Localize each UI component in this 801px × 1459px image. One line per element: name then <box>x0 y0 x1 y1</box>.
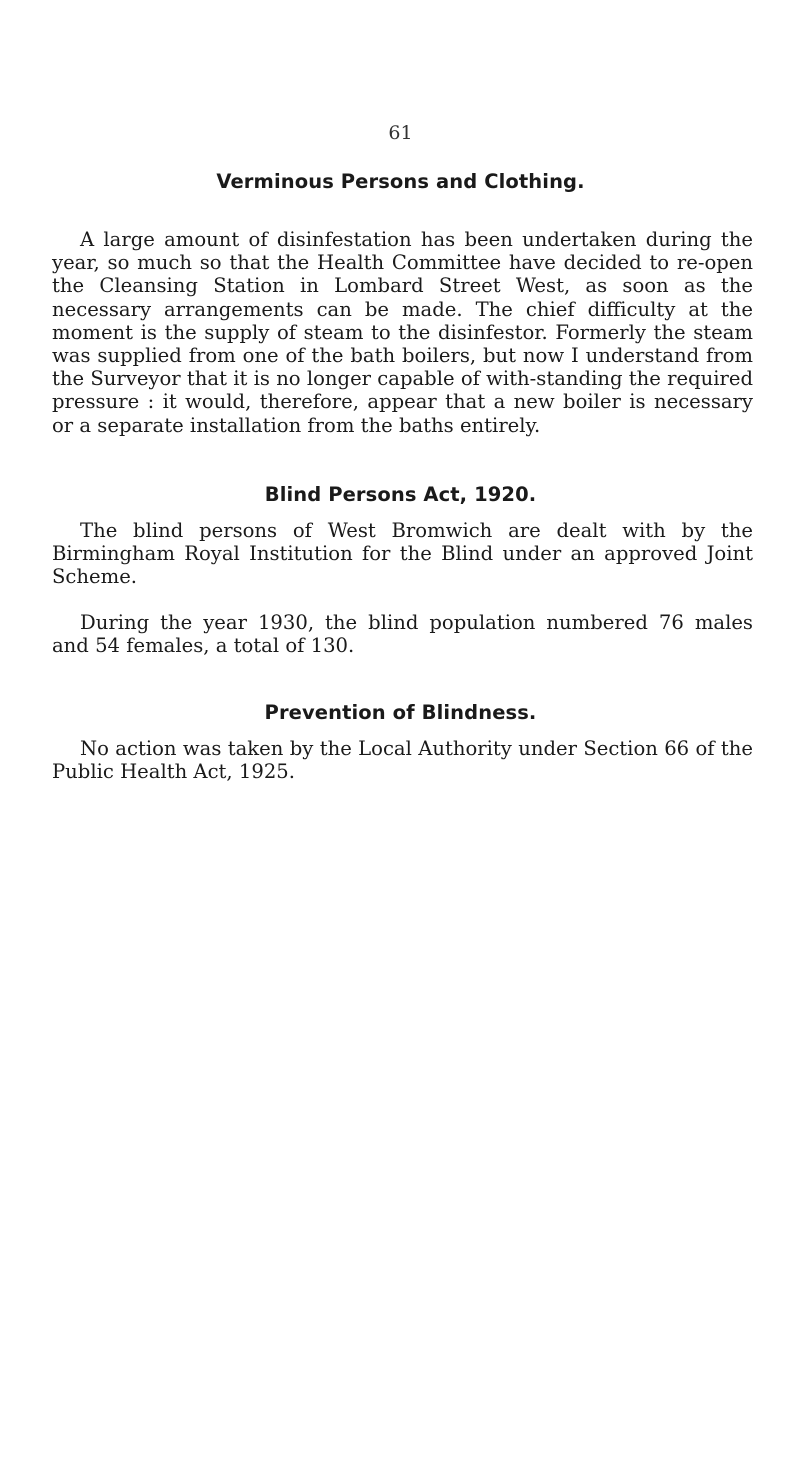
page-number: 61 <box>388 122 413 144</box>
paragraph-blind-persons-scheme: The blind persons of West Bromwich are dealt with by the Birmingham Royal Institution for the Blind under an approved Joint Scheme. <box>52 519 753 589</box>
paragraph-prevention-action: No action was taken by the Local Authority under Section 66 of the Public Health Act, 1925. <box>52 737 753 784</box>
section-heading-verminous-persons: Verminous Persons and Clothing. <box>216 170 585 193</box>
section-heading-prevention-of-blindness: Prevention of Blindness. <box>264 701 537 724</box>
section-heading-blind-persons-act: Blind Persons Act, 1920. <box>264 483 537 506</box>
paragraph-disinfestation: A large amount of disinfestation has been undertaken during the year, so much so that the Health Committee have decided to re-open the Cleansing Station in Lombard Street West, as soon as the necessary arrangements can be made. The chief difficulty at the moment is the supply of steam to the disinfestor. Formerly the steam was supplied from one of the bath boilers, but now I understand from the Surveyor that it is no longer capable of with-standing the required pressure : it would, therefore, appear that a new boiler is necessary or a separate installation from the baths entirely. <box>52 228 753 437</box>
paragraph-blind-population: During the year 1930, the blind population numbered 76 males and 54 females, a total of 130. <box>52 611 753 658</box>
